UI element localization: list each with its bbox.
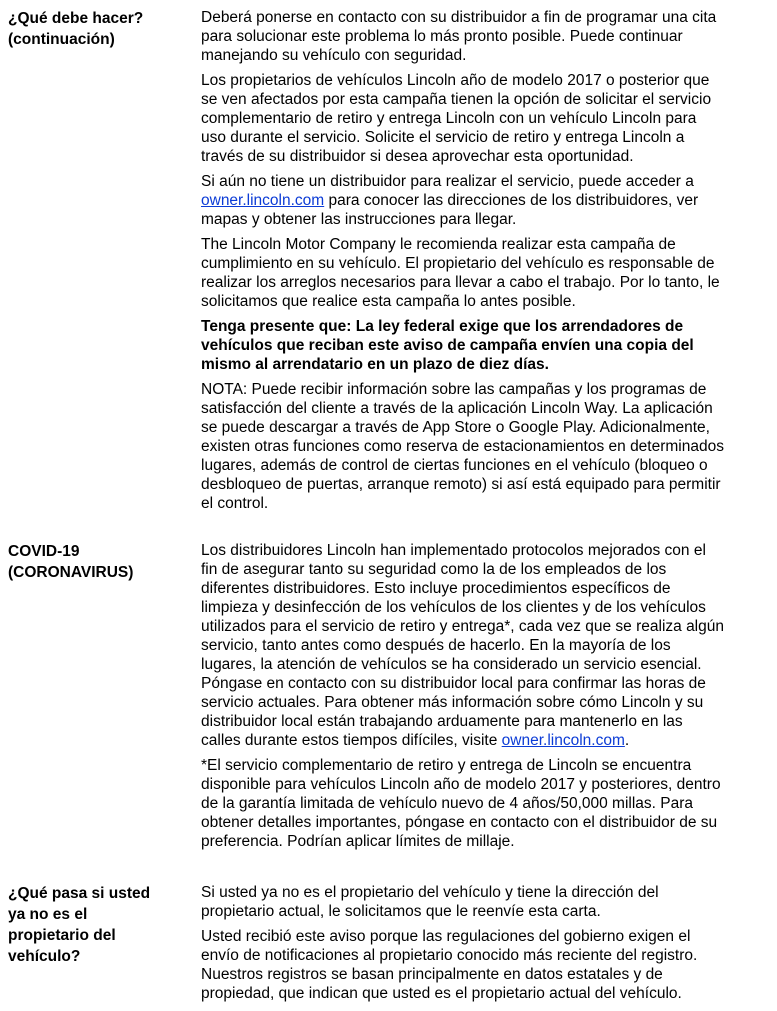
paragraph: Si usted ya no es el propietario del vehículo y tiene la dirección del propietario actual, le solicitamos que le reenvíe esta carta. [201,884,659,920]
paragraph: Deberá ponerse en contacto con su distribuidor a fin de programar una cita para solucionar este problema lo más pronto posible. Puede continuar manejando su vehículo con seguridad. [201,9,717,64]
paragraph: Los propietarios de vehículos Lincoln año de modelo 2017 o posterior que se ven afectados por esta campaña tienen la opción de solicitar el servicio complementario de retiro y entrega Lincoln con un vehículo Lincoln para uso durante el servicio. Solicite el servicio de retiro y entrega Lincoln a través de su distribuidor si desea aprovechar esta oportunidad. [201,72,712,165]
paragraph-with-link [201,541,773,750]
paragraph: *El servicio complementario de retiro y entrega de Lincoln se encuentra disponible para vehículos Lincoln año de modelo 2017 y posteriores, dentro de la garantía limitada de vehículo nuevo de 4 años/50,000 millas. Para obtener detalles importantes, póngase en contacto con el distribuidor de su preferencia. Podrían aplicar límites de millaje. [201,757,721,850]
section-body [201,8,773,519]
paragraph-text: . [624,732,630,749]
section-heading: ¿Qué debe hacer? (continuación) [8,10,144,48]
lease-notice: Tenga presente que: La ley federal exige que los arrendadores de vehículos que reciban este aviso de campaña envíen una copia del mismo al arrendatario en un plazo de diez días. [201,318,694,373]
paragraph-with-link [201,172,773,229]
paragraph-text: para conocer las direcciones de los distribuidores, ver mapas y obtener las instrucciones para llegar. [201,192,699,228]
section-heading: COVID-19 (CORONAVIRUS) [8,543,134,581]
owner-lincoln-link[interactable]: owner.lincoln.com [501,732,625,749]
section-heading: ¿Qué pasa si usted ya no es el propietario del vehículo? [8,885,151,965]
owner-lincoln-link[interactable]: owner.lincoln.com [201,192,325,209]
section-body [201,541,773,857]
paragraph-text: Si aún no tiene un distribuidor para realizar el servicio, puede acceder a [201,173,694,190]
section-body [201,883,773,1009]
paragraph-text: Los distribuidores Lincoln han implementado protocolos mejorados con el fin de asegurar tanto su seguridad como la de los empleados de los diferentes distribuidores. Esto incluye procedimientos específicos de limpieza y desinfección de los vehículos de los clientes y de los vehículos utilizados para el servicio de retiro y entrega*, cada vez que se realiza algún servicio, tanto antes como después de hacerlo. En la mayoría de los lugares, la atención de vehículos se ha considerado un servicio esencial. Póngase en contacto con su distribuidor local para confirmar las horas de servicio actuales. Para obtener más información sobre cómo Lincoln y su distribuidor local están trabajando arduamente para mantenerlo en las calles durante estos tiempos difíciles, visite [201,542,724,749]
paragraph: The Lincoln Motor Company le recomienda realizar esta campaña de cumplimiento en su vehículo. El propietario del vehículo es responsable de realizar los arreglos necesarios para llevar a cabo el trabajo. Por lo tanto, le solicitamos que realice esta campaña lo antes posible. [201,236,720,310]
paragraph: Usted recibió este aviso porque las regulaciones del gobierno exigen el envío de notificaciones al propietario conocido más reciente del registro. Nuestros registros se basan principalmente en datos estatales y de propiedad, que indican que usted es el propietario actual del vehículo. [201,928,698,1002]
paragraph: NOTA: Puede recibir información sobre las campañas y los programas de satisfacción del cliente a través de la aplicación Lincoln Way. La aplicación se puede descargar a través de App Store o Google Play. Adicionalmente, existen otras funciones como reserva de estacionamientos en determinados lugares, además de control de ciertas funciones en el vehículo (bloqueo o desbloqueo de puertas, arranque remoto) si así está equipado para permitir el control. [201,381,724,512]
